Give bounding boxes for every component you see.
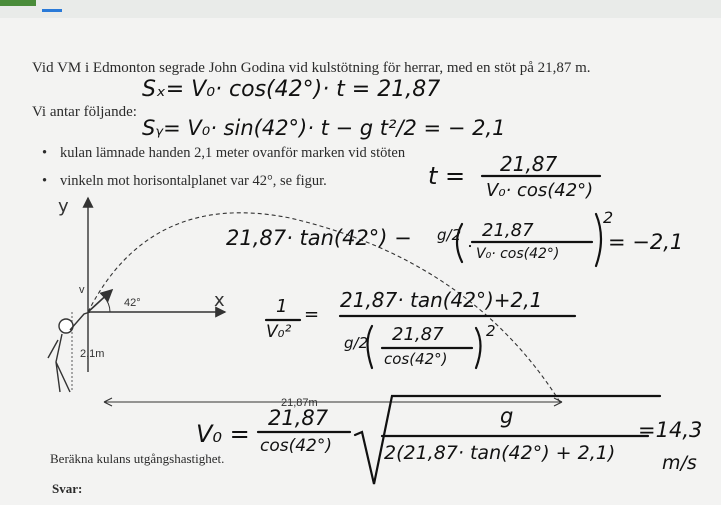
- y-axis-label: y: [58, 196, 69, 217]
- handwritten-t-denominator: V₀· cos(42°): [486, 180, 594, 201]
- handwritten-v0-lhs: V₀ =: [196, 420, 250, 448]
- handwritten-inv-g-half: g/2: [344, 334, 369, 352]
- assumption-bullet-angle: • vinkeln mot horisontalplanet var 42°, se figur.: [60, 173, 327, 190]
- handwritten-v0-denominator: cos(42°): [260, 436, 333, 456]
- assumption-heading: Vi antar följande:: [32, 104, 137, 120]
- handwritten-inv-inner-denominator: cos(42°): [384, 350, 448, 368]
- velocity-vector: [88, 290, 112, 312]
- handwritten-eq2-denominator: V₀· cos(42°): [476, 246, 560, 262]
- handwritten-unit: m/s: [662, 452, 697, 474]
- handwritten-eq2-term: 21,87· tan(42°) −: [226, 226, 412, 250]
- handwritten-sx-equation: Sₓ= V₀· cos(42°)· t = 21,87: [142, 77, 441, 102]
- handwritten-eq2-g-half: g/2: [437, 226, 462, 244]
- velocity-label: v: [79, 284, 85, 296]
- height-label: 2,1m: [80, 348, 105, 360]
- angle-label: 42°: [124, 297, 141, 309]
- handwritten-eq2-numerator: 21,87: [482, 220, 534, 241]
- handwritten-inv-equals: =: [304, 304, 320, 325]
- handwritten-result: =14,3: [638, 418, 703, 442]
- handwritten-v0-numerator: 21,87: [268, 406, 329, 430]
- angle-arc: [104, 297, 110, 312]
- question-text: Beräkna kulans utgångshastighet.: [50, 451, 225, 466]
- handwritten-root-denominator: 2(21,87· tan(42°) + 2,1): [384, 442, 616, 464]
- assumption-bullet-height: • kulan lämnade handen 2,1 meter ovanför marken vid stöten: [60, 145, 405, 162]
- handwritten-root-numerator: g: [500, 404, 514, 428]
- handwritten-inv-rhs-numerator: 21,87· tan(42°)+2,1: [340, 288, 543, 312]
- handwritten-inv-inner-numerator: 21,87: [392, 324, 444, 345]
- answer-label: Svar:: [52, 481, 83, 496]
- handwritten-inv-denominator: V₀²: [266, 322, 292, 342]
- problem-intro: Vid VM i Edmonton segrade John Godina vid kulstötning för herrar, med en stöt på 21,87 m.: [32, 60, 591, 76]
- handwritten-eq2-rhs: = −2,1: [608, 230, 684, 254]
- x-axis-label: x: [214, 290, 225, 311]
- handwritten-inv-numerator: 1: [276, 296, 288, 317]
- handwritten-eq2-square: 2: [603, 208, 614, 227]
- handwritten-t-lhs: t =: [428, 162, 466, 190]
- handwritten-inv-square: 2: [486, 322, 496, 340]
- handwritten-sy-equation: Sᵧ= V₀· sin(42°)· t − g t²/2 = − 2,1: [142, 116, 506, 140]
- distance-label: 21,87m: [281, 397, 318, 409]
- handwritten-t-numerator: 21,87: [500, 152, 558, 176]
